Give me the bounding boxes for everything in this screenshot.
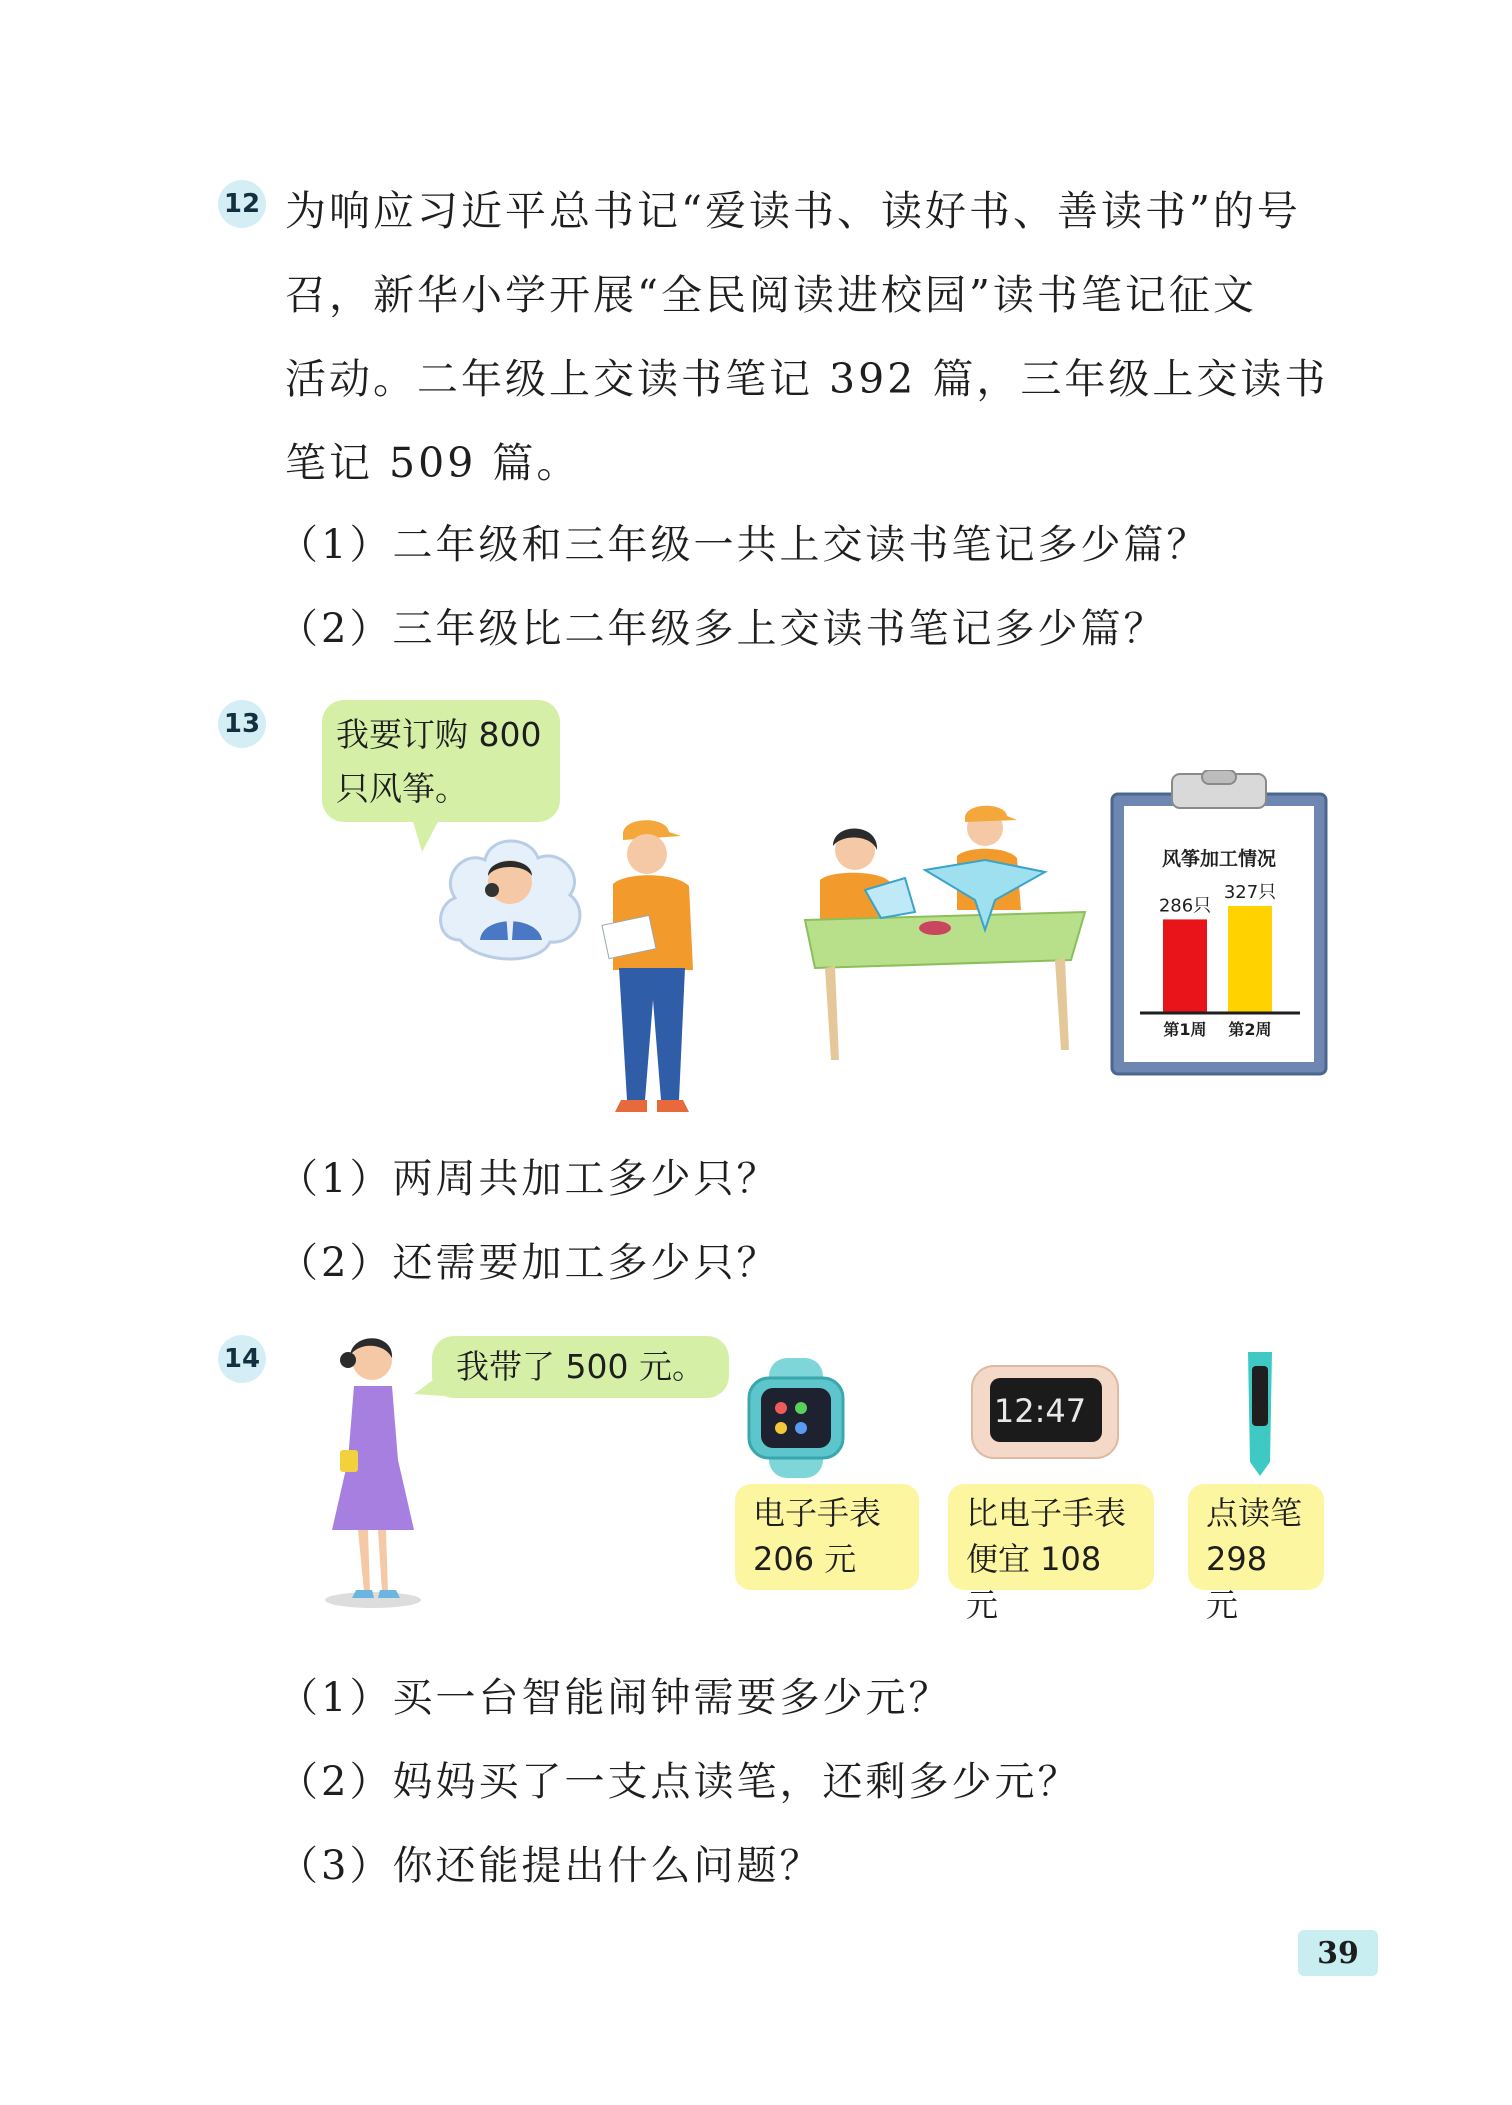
question-number-13: 13	[218, 700, 266, 748]
q12-sub-question-1: （1）二年级和三年级一共上交读书笔记多少篇？	[278, 522, 1210, 568]
price-tag-smartwatch-price: 206 元	[753, 1540, 857, 1578]
price-tag-smartwatch	[735, 1484, 919, 1590]
price-tag-alarm-clock-line-1: 比电子手表	[966, 1494, 1127, 1532]
q12-text-line-2: 召，新华小学开展“全民阅读进校园”读书笔记征文	[285, 271, 1257, 319]
q13-bubble-line-2: 只风筝。	[336, 769, 468, 808]
q14-sub-question-3: （3）你还能提出什么问题？	[278, 1843, 823, 1889]
clock-display-digits: 12:47	[993, 1392, 1087, 1430]
chart-value-label-1: 286只	[1158, 895, 1212, 917]
q12-sub-question-2: （2）三年级比二年级多上交读书笔记多少篇？	[278, 606, 1167, 652]
chart-title: 风筝加工情况	[1161, 848, 1277, 870]
price-tag-reading-pen-price: 298 元	[1206, 1540, 1268, 1624]
q14-sub-question-1: （1）买一台智能闹钟需要多少元？	[278, 1675, 952, 1721]
price-tag-smartwatch-name: 电子手表	[753, 1494, 882, 1532]
alarm-clock-icon	[970, 1360, 1120, 1464]
price-tag-alarm-clock	[948, 1484, 1154, 1624]
q13-sub-question-2: （2）还需要加工多少只？	[278, 1240, 780, 1286]
q14-speech-bubble: 我带了 500 元。	[432, 1336, 729, 1398]
price-tag-alarm-clock-line-2: 便宜 108 元	[966, 1540, 1102, 1624]
q14-sub-question-2: （2）妈妈买了一支点读笔，还剩多少元？	[278, 1759, 1081, 1805]
question-number-14: 14	[218, 1335, 266, 1383]
q12-text-line-1: 为响应习近平总书记“爱读书、读好书、善读书”的号	[285, 187, 1301, 235]
chart-category-label-1: 第1周	[1163, 1020, 1207, 1039]
bubble-tail-icon	[414, 1372, 444, 1402]
chart-bar-2	[1228, 906, 1272, 1013]
q12-text-line-3: 活动。二年级上交读书笔记 392 篇，三年级上交读书	[285, 355, 1329, 403]
page-number: 39	[1298, 1930, 1378, 1976]
reading-pen-icon	[1240, 1352, 1280, 1476]
q13-speech-bubble	[322, 700, 560, 822]
q13-bubble-line-1: 我要订购 800	[336, 715, 542, 754]
worker-with-clipboard-illustration	[585, 810, 715, 1120]
q12-text-line-4: 笔记 509 篇。	[285, 439, 581, 487]
customer-thought-cloud-illustration	[430, 820, 590, 970]
smartwatch-icon	[745, 1358, 855, 1478]
price-tag-reading-pen	[1188, 1484, 1324, 1624]
chart-value-label-2: 327只	[1223, 881, 1277, 903]
question-number-12: 12	[218, 180, 266, 228]
price-tag-reading-pen-name: 点读笔	[1206, 1494, 1303, 1532]
mother-illustration	[318, 1330, 428, 1610]
chart-bar-1	[1163, 919, 1207, 1013]
chart-category-label-2: 第2周	[1228, 1020, 1272, 1039]
q13-sub-question-1: （1）两周共加工多少只？	[278, 1156, 780, 1202]
workers-making-kites-illustration	[785, 800, 1095, 1070]
kite-production-chart	[1110, 770, 1328, 1076]
